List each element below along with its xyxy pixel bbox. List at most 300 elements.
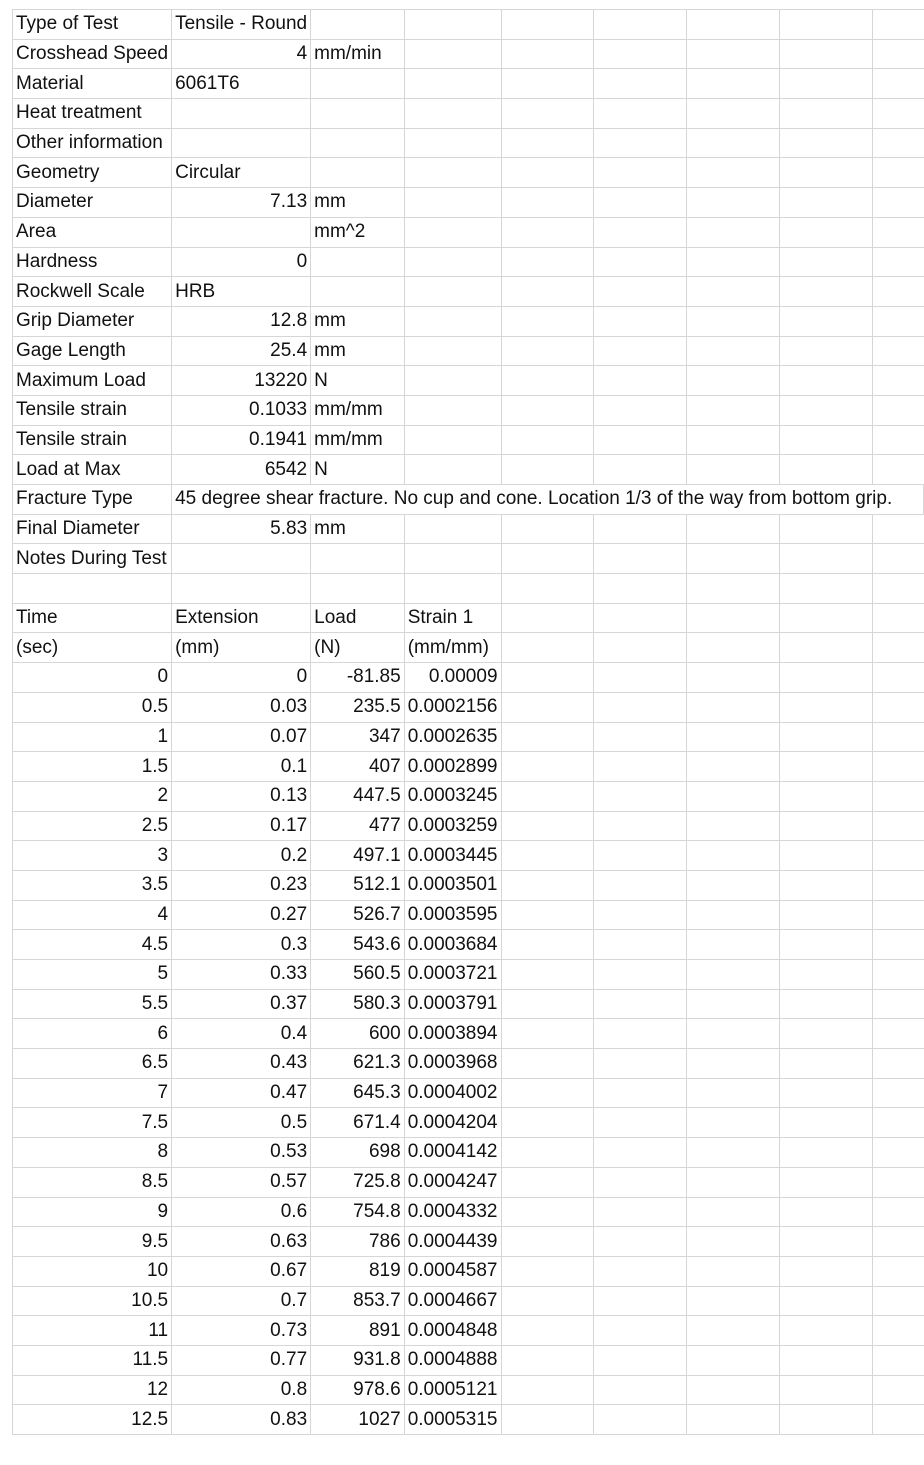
cell[interactable] bbox=[404, 870, 501, 900]
cell[interactable] bbox=[780, 752, 873, 782]
cell[interactable] bbox=[311, 1286, 405, 1316]
cell[interactable] bbox=[404, 989, 501, 1019]
cell[interactable] bbox=[311, 663, 405, 693]
cell[interactable] bbox=[501, 1197, 594, 1227]
cell[interactable] bbox=[172, 722, 311, 752]
cell[interactable] bbox=[501, 1019, 594, 1049]
cell[interactable] bbox=[13, 752, 172, 782]
cell[interactable] bbox=[172, 247, 311, 277]
cell[interactable] bbox=[873, 633, 924, 663]
cell[interactable] bbox=[311, 1227, 405, 1257]
cell[interactable] bbox=[404, 781, 501, 811]
cell[interactable] bbox=[780, 188, 873, 218]
cell[interactable] bbox=[172, 574, 311, 604]
cell[interactable] bbox=[594, 1108, 687, 1138]
cell[interactable] bbox=[873, 1167, 924, 1197]
cell[interactable] bbox=[404, 1316, 501, 1346]
cell[interactable] bbox=[501, 128, 594, 158]
cell[interactable] bbox=[311, 217, 405, 247]
cell[interactable] bbox=[780, 306, 873, 336]
cell[interactable] bbox=[873, 128, 924, 158]
cell[interactable] bbox=[172, 1405, 311, 1435]
cell[interactable] bbox=[594, 128, 687, 158]
cell[interactable] bbox=[311, 1345, 405, 1375]
cell[interactable] bbox=[873, 247, 924, 277]
cell[interactable] bbox=[13, 603, 172, 633]
cell[interactable] bbox=[404, 603, 501, 633]
cell[interactable] bbox=[13, 99, 172, 129]
cell[interactable] bbox=[501, 366, 594, 396]
cell[interactable] bbox=[780, 425, 873, 455]
cell[interactable] bbox=[594, 1197, 687, 1227]
cell[interactable] bbox=[172, 514, 311, 544]
cell[interactable] bbox=[404, 544, 501, 574]
cell[interactable] bbox=[873, 1256, 924, 1286]
cell[interactable] bbox=[873, 663, 924, 693]
cell[interactable] bbox=[404, 1227, 501, 1257]
cell[interactable] bbox=[687, 1078, 780, 1108]
cell[interactable] bbox=[311, 603, 405, 633]
cell[interactable] bbox=[13, 395, 172, 425]
cell[interactable] bbox=[594, 900, 687, 930]
cell[interactable] bbox=[13, 1256, 172, 1286]
cell[interactable] bbox=[594, 692, 687, 722]
cell[interactable] bbox=[594, 544, 687, 574]
cell[interactable] bbox=[13, 366, 172, 396]
cell[interactable] bbox=[172, 960, 311, 990]
cell[interactable] bbox=[780, 811, 873, 841]
cell[interactable] bbox=[780, 1167, 873, 1197]
cell[interactable] bbox=[594, 1049, 687, 1079]
cell[interactable] bbox=[172, 1227, 311, 1257]
cell[interactable] bbox=[172, 1019, 311, 1049]
cell[interactable] bbox=[13, 633, 172, 663]
cell[interactable] bbox=[13, 1197, 172, 1227]
cell[interactable] bbox=[311, 692, 405, 722]
cell[interactable] bbox=[594, 930, 687, 960]
cell[interactable] bbox=[172, 69, 311, 99]
cell[interactable] bbox=[501, 1286, 594, 1316]
cell[interactable] bbox=[780, 722, 873, 752]
cell[interactable] bbox=[311, 960, 405, 990]
cell[interactable] bbox=[172, 277, 311, 307]
cell[interactable] bbox=[404, 1256, 501, 1286]
cell[interactable] bbox=[13, 1078, 172, 1108]
cell[interactable] bbox=[873, 366, 924, 396]
cell[interactable] bbox=[13, 247, 172, 277]
cell[interactable] bbox=[594, 574, 687, 604]
cell[interactable] bbox=[172, 158, 311, 188]
cell[interactable] bbox=[13, 277, 172, 307]
cell[interactable] bbox=[873, 574, 924, 604]
cell[interactable] bbox=[404, 960, 501, 990]
cell[interactable] bbox=[780, 1256, 873, 1286]
cell[interactable] bbox=[687, 811, 780, 841]
cell[interactable] bbox=[404, 1019, 501, 1049]
cell[interactable] bbox=[687, 1286, 780, 1316]
cell[interactable] bbox=[780, 247, 873, 277]
cell[interactable] bbox=[311, 69, 405, 99]
cell[interactable] bbox=[687, 663, 780, 693]
cell[interactable] bbox=[13, 1227, 172, 1257]
cell[interactable] bbox=[780, 366, 873, 396]
cell[interactable] bbox=[873, 455, 924, 485]
cell[interactable] bbox=[780, 574, 873, 604]
cell[interactable] bbox=[172, 692, 311, 722]
cell[interactable] bbox=[873, 900, 924, 930]
cell[interactable] bbox=[172, 1078, 311, 1108]
cell[interactable] bbox=[311, 811, 405, 841]
cell[interactable] bbox=[172, 781, 311, 811]
cell[interactable] bbox=[780, 395, 873, 425]
cell[interactable] bbox=[501, 247, 594, 277]
cell[interactable] bbox=[687, 336, 780, 366]
cell[interactable] bbox=[780, 989, 873, 1019]
cell[interactable] bbox=[404, 1167, 501, 1197]
cell[interactable] bbox=[687, 870, 780, 900]
cell[interactable] bbox=[13, 1345, 172, 1375]
cell[interactable] bbox=[172, 425, 311, 455]
cell[interactable] bbox=[311, 425, 405, 455]
cell[interactable] bbox=[311, 1256, 405, 1286]
cell[interactable] bbox=[687, 277, 780, 307]
cell[interactable] bbox=[687, 366, 780, 396]
cell[interactable] bbox=[501, 1375, 594, 1405]
cell[interactable] bbox=[501, 930, 594, 960]
cell[interactable] bbox=[594, 960, 687, 990]
cell[interactable] bbox=[404, 1197, 501, 1227]
cell[interactable] bbox=[687, 1227, 780, 1257]
cell[interactable] bbox=[501, 455, 594, 485]
cell[interactable] bbox=[13, 39, 172, 69]
cell[interactable] bbox=[172, 989, 311, 1019]
cell[interactable] bbox=[873, 1197, 924, 1227]
cell[interactable] bbox=[780, 1019, 873, 1049]
cell[interactable] bbox=[780, 1345, 873, 1375]
cell[interactable] bbox=[687, 781, 780, 811]
cell[interactable] bbox=[311, 1138, 405, 1168]
cell[interactable] bbox=[311, 722, 405, 752]
cell[interactable] bbox=[687, 69, 780, 99]
cell[interactable] bbox=[873, 692, 924, 722]
cell[interactable] bbox=[687, 930, 780, 960]
cell[interactable] bbox=[404, 99, 501, 129]
cell[interactable] bbox=[780, 336, 873, 366]
cell[interactable] bbox=[404, 811, 501, 841]
cell[interactable] bbox=[501, 1049, 594, 1079]
cell[interactable] bbox=[404, 1138, 501, 1168]
cell[interactable] bbox=[687, 128, 780, 158]
cell[interactable] bbox=[172, 336, 311, 366]
cell[interactable] bbox=[13, 217, 172, 247]
cell[interactable] bbox=[594, 1316, 687, 1346]
cell[interactable] bbox=[594, 39, 687, 69]
cell[interactable] bbox=[780, 277, 873, 307]
cell[interactable] bbox=[311, 10, 405, 40]
cell[interactable] bbox=[873, 1138, 924, 1168]
cell[interactable] bbox=[311, 455, 405, 485]
cell[interactable] bbox=[594, 1286, 687, 1316]
cell[interactable] bbox=[501, 692, 594, 722]
cell[interactable] bbox=[172, 841, 311, 871]
cell[interactable] bbox=[780, 1197, 873, 1227]
cell[interactable] bbox=[594, 395, 687, 425]
cell[interactable] bbox=[873, 425, 924, 455]
cell[interactable] bbox=[404, 574, 501, 604]
cell[interactable] bbox=[687, 1049, 780, 1079]
cell[interactable] bbox=[172, 395, 311, 425]
cell[interactable] bbox=[873, 752, 924, 782]
cell[interactable] bbox=[13, 1405, 172, 1435]
cell[interactable] bbox=[404, 395, 501, 425]
cell[interactable] bbox=[687, 1256, 780, 1286]
cell[interactable] bbox=[780, 128, 873, 158]
cell[interactable] bbox=[780, 603, 873, 633]
cell[interactable] bbox=[501, 306, 594, 336]
cell[interactable] bbox=[404, 158, 501, 188]
cell[interactable] bbox=[311, 158, 405, 188]
cell[interactable] bbox=[311, 188, 405, 218]
cell[interactable] bbox=[780, 69, 873, 99]
cell[interactable] bbox=[873, 781, 924, 811]
cell[interactable] bbox=[13, 900, 172, 930]
cell[interactable] bbox=[172, 544, 311, 574]
cell[interactable] bbox=[594, 1345, 687, 1375]
cell[interactable] bbox=[873, 1049, 924, 1079]
cell[interactable] bbox=[404, 455, 501, 485]
cell[interactable] bbox=[13, 188, 172, 218]
cell[interactable] bbox=[311, 544, 405, 574]
cell[interactable] bbox=[873, 989, 924, 1019]
cell[interactable] bbox=[687, 574, 780, 604]
cell[interactable] bbox=[780, 1108, 873, 1138]
cell[interactable] bbox=[404, 1078, 501, 1108]
cell[interactable] bbox=[687, 544, 780, 574]
cell[interactable] bbox=[13, 1375, 172, 1405]
cell[interactable] bbox=[594, 663, 687, 693]
cell[interactable] bbox=[594, 870, 687, 900]
cell[interactable] bbox=[404, 1375, 501, 1405]
cell[interactable] bbox=[13, 455, 172, 485]
cell[interactable] bbox=[687, 841, 780, 871]
cell[interactable] bbox=[404, 425, 501, 455]
cell[interactable] bbox=[13, 841, 172, 871]
cell[interactable] bbox=[687, 306, 780, 336]
cell[interactable] bbox=[172, 39, 311, 69]
cell[interactable] bbox=[501, 574, 594, 604]
cell[interactable] bbox=[501, 1227, 594, 1257]
cell[interactable] bbox=[311, 1167, 405, 1197]
cell[interactable] bbox=[311, 277, 405, 307]
cell[interactable] bbox=[311, 1019, 405, 1049]
cell[interactable] bbox=[13, 158, 172, 188]
cell[interactable] bbox=[873, 1316, 924, 1346]
cell[interactable] bbox=[172, 870, 311, 900]
cell[interactable] bbox=[594, 306, 687, 336]
cell[interactable] bbox=[172, 1286, 311, 1316]
cell[interactable] bbox=[172, 1049, 311, 1079]
cell[interactable] bbox=[873, 1405, 924, 1435]
cell[interactable] bbox=[311, 514, 405, 544]
cell[interactable] bbox=[873, 870, 924, 900]
cell[interactable] bbox=[873, 841, 924, 871]
cell[interactable] bbox=[172, 99, 311, 129]
cell[interactable] bbox=[404, 930, 501, 960]
cell[interactable] bbox=[501, 841, 594, 871]
cell[interactable] bbox=[172, 930, 311, 960]
cell[interactable] bbox=[404, 39, 501, 69]
cell[interactable] bbox=[501, 870, 594, 900]
cell[interactable] bbox=[172, 366, 311, 396]
cell[interactable] bbox=[873, 1227, 924, 1257]
cell[interactable] bbox=[873, 1019, 924, 1049]
cell[interactable] bbox=[172, 1138, 311, 1168]
cell[interactable] bbox=[501, 1256, 594, 1286]
cell[interactable] bbox=[780, 1078, 873, 1108]
cell[interactable] bbox=[311, 900, 405, 930]
cell[interactable] bbox=[501, 544, 594, 574]
cell[interactable] bbox=[687, 217, 780, 247]
cell[interactable] bbox=[501, 277, 594, 307]
cell[interactable] bbox=[501, 10, 594, 40]
cell[interactable] bbox=[501, 188, 594, 218]
cell[interactable] bbox=[780, 1138, 873, 1168]
cell[interactable] bbox=[404, 633, 501, 663]
cell[interactable] bbox=[311, 247, 405, 277]
cell[interactable] bbox=[404, 69, 501, 99]
cell[interactable] bbox=[501, 1405, 594, 1435]
cell[interactable] bbox=[687, 603, 780, 633]
cell[interactable] bbox=[780, 514, 873, 544]
cell[interactable] bbox=[501, 217, 594, 247]
cell[interactable] bbox=[404, 128, 501, 158]
cell[interactable] bbox=[687, 633, 780, 663]
cell[interactable] bbox=[13, 336, 172, 366]
cell[interactable] bbox=[501, 514, 594, 544]
cell[interactable] bbox=[687, 989, 780, 1019]
cell[interactable] bbox=[687, 1108, 780, 1138]
cell[interactable] bbox=[687, 247, 780, 277]
cell[interactable] bbox=[311, 781, 405, 811]
cell[interactable] bbox=[594, 1078, 687, 1108]
cell[interactable] bbox=[873, 811, 924, 841]
cell[interactable] bbox=[311, 99, 405, 129]
cell[interactable] bbox=[172, 811, 311, 841]
cell[interactable] bbox=[780, 1227, 873, 1257]
cell[interactable] bbox=[780, 39, 873, 69]
cell[interactable] bbox=[501, 633, 594, 663]
cell[interactable] bbox=[780, 930, 873, 960]
cell[interactable] bbox=[404, 188, 501, 218]
cell[interactable] bbox=[311, 128, 405, 158]
cell[interactable] bbox=[404, 217, 501, 247]
cell[interactable] bbox=[687, 10, 780, 40]
cell[interactable] bbox=[594, 603, 687, 633]
cell[interactable] bbox=[172, 10, 311, 40]
cell[interactable] bbox=[687, 1316, 780, 1346]
cell[interactable] bbox=[172, 900, 311, 930]
cell[interactable] bbox=[687, 960, 780, 990]
cell[interactable] bbox=[172, 663, 311, 693]
cell[interactable] bbox=[687, 900, 780, 930]
cell[interactable] bbox=[501, 663, 594, 693]
cell[interactable] bbox=[873, 158, 924, 188]
cell[interactable] bbox=[594, 188, 687, 218]
cell[interactable] bbox=[13, 781, 172, 811]
cell[interactable] bbox=[687, 1345, 780, 1375]
cell[interactable] bbox=[594, 811, 687, 841]
cell[interactable] bbox=[172, 1197, 311, 1227]
cell[interactable] bbox=[780, 663, 873, 693]
cell[interactable] bbox=[687, 1405, 780, 1435]
cell[interactable] bbox=[311, 574, 405, 604]
cell[interactable] bbox=[311, 841, 405, 871]
cell[interactable] bbox=[594, 10, 687, 40]
cell[interactable] bbox=[873, 1078, 924, 1108]
cell[interactable] bbox=[172, 1375, 311, 1405]
cell[interactable] bbox=[172, 306, 311, 336]
cell[interactable] bbox=[501, 989, 594, 1019]
cell[interactable] bbox=[873, 960, 924, 990]
cell[interactable] bbox=[687, 692, 780, 722]
cell[interactable] bbox=[501, 603, 594, 633]
cell[interactable] bbox=[13, 425, 172, 455]
cell[interactable] bbox=[501, 336, 594, 366]
cell[interactable] bbox=[501, 39, 594, 69]
cell[interactable] bbox=[404, 1049, 501, 1079]
cell[interactable] bbox=[501, 1078, 594, 1108]
cell[interactable] bbox=[501, 781, 594, 811]
cell[interactable] bbox=[404, 752, 501, 782]
cell[interactable] bbox=[780, 455, 873, 485]
cell[interactable] bbox=[873, 514, 924, 544]
cell[interactable] bbox=[594, 158, 687, 188]
cell[interactable] bbox=[594, 514, 687, 544]
cell[interactable] bbox=[687, 99, 780, 129]
cell[interactable] bbox=[873, 277, 924, 307]
cell[interactable] bbox=[311, 1078, 405, 1108]
cell[interactable] bbox=[13, 989, 172, 1019]
cell[interactable] bbox=[594, 217, 687, 247]
cell[interactable] bbox=[501, 1345, 594, 1375]
cell[interactable] bbox=[873, 188, 924, 218]
cell[interactable] bbox=[501, 752, 594, 782]
cell[interactable] bbox=[780, 158, 873, 188]
cell[interactable] bbox=[311, 930, 405, 960]
cell[interactable] bbox=[404, 514, 501, 544]
cell[interactable] bbox=[13, 1049, 172, 1079]
cell[interactable] bbox=[13, 1316, 172, 1346]
cell[interactable] bbox=[13, 663, 172, 693]
cell[interactable] bbox=[687, 1197, 780, 1227]
cell[interactable] bbox=[172, 217, 311, 247]
cell[interactable] bbox=[13, 960, 172, 990]
cell[interactable] bbox=[172, 128, 311, 158]
cell[interactable] bbox=[687, 1138, 780, 1168]
cell[interactable] bbox=[311, 1108, 405, 1138]
cell[interactable] bbox=[404, 900, 501, 930]
cell[interactable] bbox=[873, 930, 924, 960]
cell[interactable] bbox=[780, 217, 873, 247]
cell[interactable] bbox=[873, 217, 924, 247]
cell[interactable] bbox=[873, 1345, 924, 1375]
cell[interactable] bbox=[311, 989, 405, 1019]
cell[interactable] bbox=[404, 306, 501, 336]
cell[interactable] bbox=[780, 692, 873, 722]
cell[interactable] bbox=[780, 960, 873, 990]
cell[interactable] bbox=[172, 188, 311, 218]
cell[interactable] bbox=[13, 722, 172, 752]
